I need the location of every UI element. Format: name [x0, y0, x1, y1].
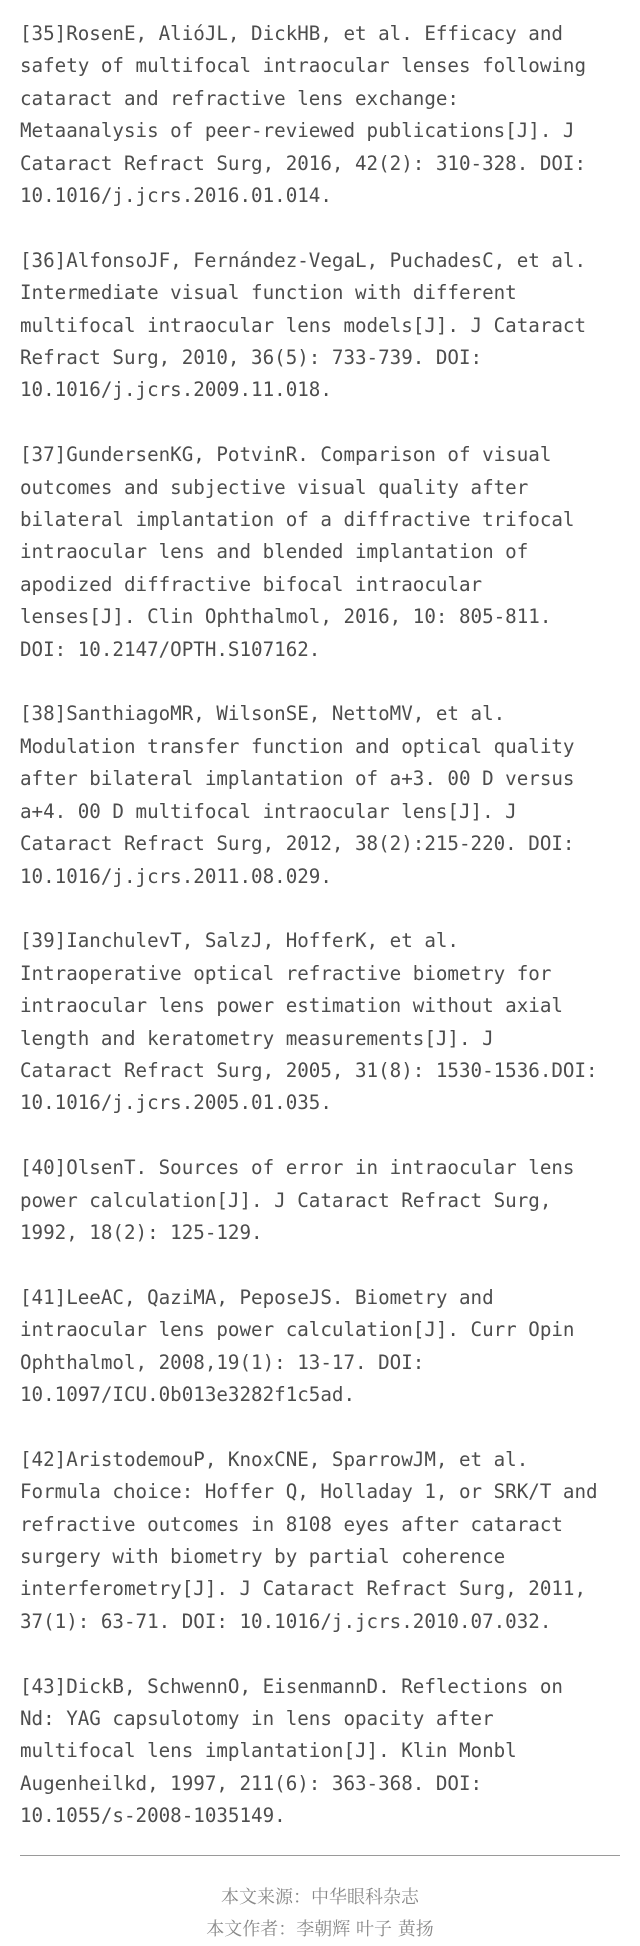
reference-43: [43]DickB, SchwennO, EisenmannD. Reflections on Nd: YAG capsulotomy in lens opacity after multifocal lens implantation[J]. Klin Monbl Augenheilkd, 1997, 211(6): 363-368. DOI: 10.1055/s-2008-1035149. [20, 1674, 563, 1828]
reference-39: [39]IanchulevT, SalzJ, HofferK, et al. Intraoperative optical refractive biometry for intraocular lens power estimation without axial length and keratometry measurements[J]. J Cataract Refract Surg, 2005, 31(8): 1530-1536.DOI: 10.1016/j.jcrs.2005.01.035. [20, 929, 598, 1115]
reference-42: [42]AristodemouP, KnoxCNE, SparrowJM, et al. Formula choice: Hoffer Q, Holladay 1, or SRK/T and refractive outcomes in 8108 eyes after cataract surgery with biometry by partial coherence interferometry[J]. J Cataract Refract Surg, 2011, 37(1): 63-71. DOI: 10.1016/j.jcrs.2010.07.032. [20, 1447, 598, 1633]
reference-35: [35]RosenE, AlióJL, DickHB, et al. Efficacy and safety of multifocal intraocular lenses following cataract and refractive lens exchange: Metaanalysis of peer-reviewed publications[J]. J Cataract Refract Surg, 2016, 42(2): 310-328. DOI: 10.1016/j.jcrs.2016.01.014. [20, 22, 587, 208]
article-footer [20, 1856, 620, 1946]
article-authors: 本文作者：李朝辉 叶子 黄扬 [206, 1918, 434, 1940]
reference-41: [41]LeeAC, QaziMA, PeposeJS. Biometry and intraocular lens power calculation[J]. Curr Opin Ophthalmol, 2008,19(1): 13-17. DOI: 10.1097/ICU.0b013e3282f1c5ad. [20, 1285, 575, 1406]
reference-38: [38]SanthiagoMR, WilsonSE, NettoMV, et al. Modulation transfer function and optical quality after bilateral implantation of a+3. 00 D versus a+4. 00 D multifocal intraocular lens[J]. J Cataract Refract Surg, 2012, 38(2):215-220. DOI: 10.1016/j.jcrs.2011.08.029. [20, 702, 575, 888]
article-source: 本文来源：中华眼科杂志 [221, 1886, 419, 1908]
reference-37: [37]GundersenKG, PotvinR. Comparison of visual outcomes and subjective visual quality after bilateral implantation of a diffractive trifocal intraocular lens and blended implantation of apodized diffractive bifocal intraocular lenses[J]. Clin Ophthalmol, 2016, 10: 805-811. DOI: 10.2147/OPTH.S107162. [20, 443, 575, 661]
reference-36: [36]AlfonsoJF, Fernández-VegaL, PuchadesC, et al. Intermediate visual function with different multifocal intraocular lens models[J]. J Cataract Refract Surg, 2010, 36(5): 733-739. DOI: 10.1016/j.jcrs.2009.11.018. [20, 248, 587, 402]
reference-40: [40]OlsenT. Sources of error in intraocular lens power calculation[J]. J Cataract Refract Surg, 1992, 18(2): 125-129. [20, 1156, 575, 1244]
